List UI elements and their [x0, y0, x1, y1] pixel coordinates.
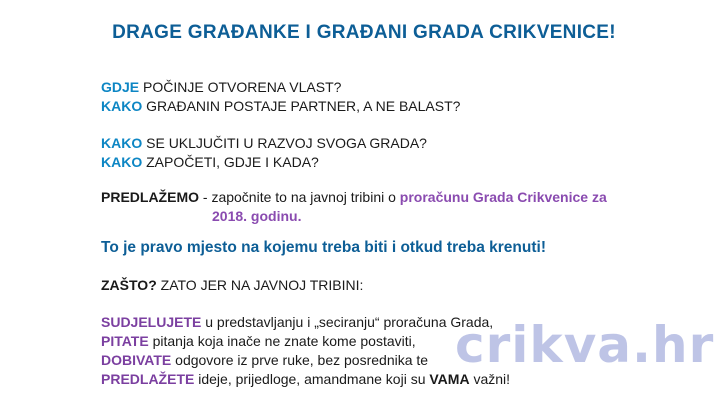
proposal-highlight: proračunu Grada Crikvenice za	[399, 189, 607, 205]
why-text: ZATO JER NA JAVNOJ TRIBINI:	[156, 277, 364, 293]
reason-keyword: SUDJELUJETE	[101, 314, 202, 330]
question-keyword: GDJE	[101, 79, 140, 95]
reason-keyword: PITATE	[101, 333, 149, 349]
proposal-keyword: PREDLAŽEMO	[101, 189, 199, 205]
question-text: SE UKLJUČITI U RAZVOJ SVOGA GRADA?	[142, 135, 427, 151]
question-keyword: KAKO	[101, 98, 143, 114]
reason-keyword: PREDLAŽETE	[101, 371, 195, 387]
why-line	[101, 276, 363, 294]
question-text: POČINJE OTVORENA VLAST?	[139, 79, 342, 95]
proposal-text: - započnite to na javnoj tribini o	[199, 189, 400, 205]
reason-tail: važni!	[469, 371, 511, 387]
page-title: DRAGE GRAĐANKE I GRAĐANI GRADA CRIKVENICE!	[112, 22, 616, 43]
question-line	[101, 97, 460, 115]
question-text: ZAPOČETI, GDJE I KADA?	[142, 154, 319, 170]
proposal-line-2	[212, 207, 301, 225]
question-keyword: KAKO	[101, 135, 143, 151]
reason-text: u predstavljanju i „seciranju“ proračuna Grada,	[201, 314, 494, 330]
question-line	[101, 134, 427, 152]
reason-line	[101, 351, 428, 369]
question-text: GRAĐANIN POSTAJE PARTNER, A NE BALAST?	[142, 98, 461, 114]
reason-line	[101, 313, 493, 331]
reason-line	[101, 370, 510, 388]
reason-line	[101, 332, 416, 350]
reason-text: ideje, prijedloge, amandmane koji su	[194, 371, 430, 387]
reason-emphasis: VAMA	[429, 371, 470, 387]
question-line	[101, 153, 319, 171]
watermark-logo: crikva.hr	[455, 316, 715, 374]
question-line	[101, 78, 341, 96]
reason-keyword: DOBIVATE	[101, 352, 172, 368]
reason-text: odgovore iz prve ruke, bez posrednika te	[171, 352, 429, 368]
proposal-highlight-2: 2018. godinu.	[212, 208, 302, 224]
proposal-line	[101, 188, 607, 206]
question-keyword: KAKO	[101, 154, 143, 170]
why-keyword: ZAŠTO?	[101, 277, 157, 293]
headline: To je pravo mjesto na kojemu treba biti i otkud treba krenuti!	[101, 239, 546, 256]
reason-text: pitanja koja inače ne znate kome postaviti,	[148, 333, 416, 349]
